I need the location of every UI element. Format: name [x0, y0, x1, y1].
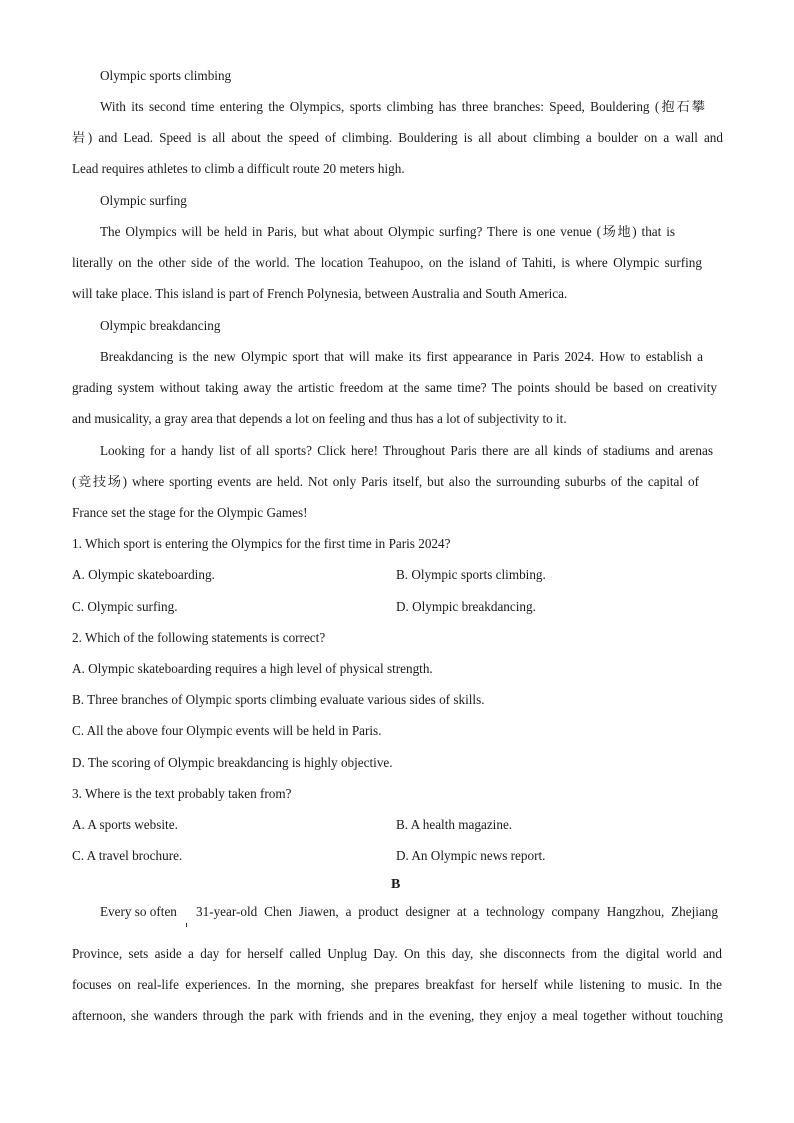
comma-mark [186, 923, 187, 927]
question-2-option-c: C. All the above four Olympic events will be held in Paris. [72, 723, 382, 738]
breakdancing-line-1: Breakdancing is the new Olympic sport that will make its first appearance in Paris 2024. How to establish a [100, 349, 703, 364]
passage-b-line-1-rest: 31-year-old Chen Jiawen, a product designer at a technology company Hangzhou, Zhejiang [196, 904, 718, 919]
passage-b-line-4: afternoon, she wanders through the park with friends and in the evening, they enjoy a meal together without touching [72, 1008, 723, 1023]
heading-breakdancing: Olympic breakdancing [100, 318, 221, 333]
climbing-line-2: 岩) and Lead. Speed is all about the speed of climbing. Bouldering is all about climbing a boulder on a wall and [72, 130, 723, 145]
question-2-stem: 2. Which of the following statements is correct? [72, 630, 326, 645]
question-1-option-c: C. Olympic surfing. [72, 599, 178, 614]
question-3-option-a: A. A sports website. [72, 817, 178, 832]
question-1-stem: 1. Which sport is entering the Olympics for the first time in Paris 2024? [72, 536, 451, 551]
passage-b-label: B [391, 877, 401, 892]
heading-sports-climbing: Olympic sports climbing [100, 68, 232, 83]
surfing-line-1: The Olympics will be held in Paris, but what about Olympic surfing? There is one venue (场地) that is [100, 224, 675, 239]
surfing-line-3: will take place. This island is part of French Polynesia, between Australia and South America. [72, 286, 568, 301]
breakdancing-line-3: and musicality, a gray area that depends a lot on feeling and thus has a lot of subjectivity to it. [72, 411, 567, 426]
passage-b-line-1-start: Every so often [100, 904, 177, 919]
passage-b-line-3: focuses on real-life experiences. In the morning, she prepares breakfast for herself while listening to music. In the [72, 977, 722, 992]
question-2-option-a: A. Olympic skateboarding requires a high level of physical strength. [72, 661, 433, 676]
question-1-option-d: D. Olympic breakdancing. [396, 599, 536, 614]
breakdancing-line-2: grading system without taking away the artistic freedom at the same time? The points should be based on creativity [72, 380, 717, 395]
climbing-line-1: With its second time entering the Olympics, sports climbing has three branches: Speed, Bouldering (抱石攀 [100, 99, 705, 114]
closing-line-2: (竞技场) where sporting events are held. Not only Paris itself, but also the surrounding suburbs of the capital of [72, 474, 699, 489]
closing-line-3: France set the stage for the Olympic Games! [72, 505, 308, 520]
surfing-line-2: literally on the other side of the world. The location Teahupoo, on the island of Tahiti, is where Olympic surfing [72, 255, 702, 270]
question-1-option-b: B. Olympic sports climbing. [396, 567, 546, 582]
climbing-line-3: Lead requires athletes to climb a difficult route 20 meters high. [72, 161, 405, 176]
question-2-option-b: B. Three branches of Olympic sports climbing evaluate various sides of skills. [72, 692, 485, 707]
question-3-option-b: B. A health magazine. [396, 817, 513, 832]
passage-b-line-2: Province, sets aside a day for herself called Unplug Day. On this day, she disconnects from the digital world and [72, 946, 722, 961]
question-2-option-d: D. The scoring of Olympic breakdancing is highly objective. [72, 755, 393, 770]
closing-line-1: Looking for a handy list of all sports? Click here! Throughout Paris there are all kinds of stadiums and arenas [100, 443, 713, 458]
heading-surfing: Olympic surfing [100, 193, 187, 208]
question-3-option-d: D. An Olympic news report. [396, 848, 546, 863]
question-3-stem: 3. Where is the text probably taken from? [72, 786, 292, 801]
question-3-option-c: C. A travel brochure. [72, 848, 183, 863]
question-1-option-a: A. Olympic skateboarding. [72, 567, 215, 582]
